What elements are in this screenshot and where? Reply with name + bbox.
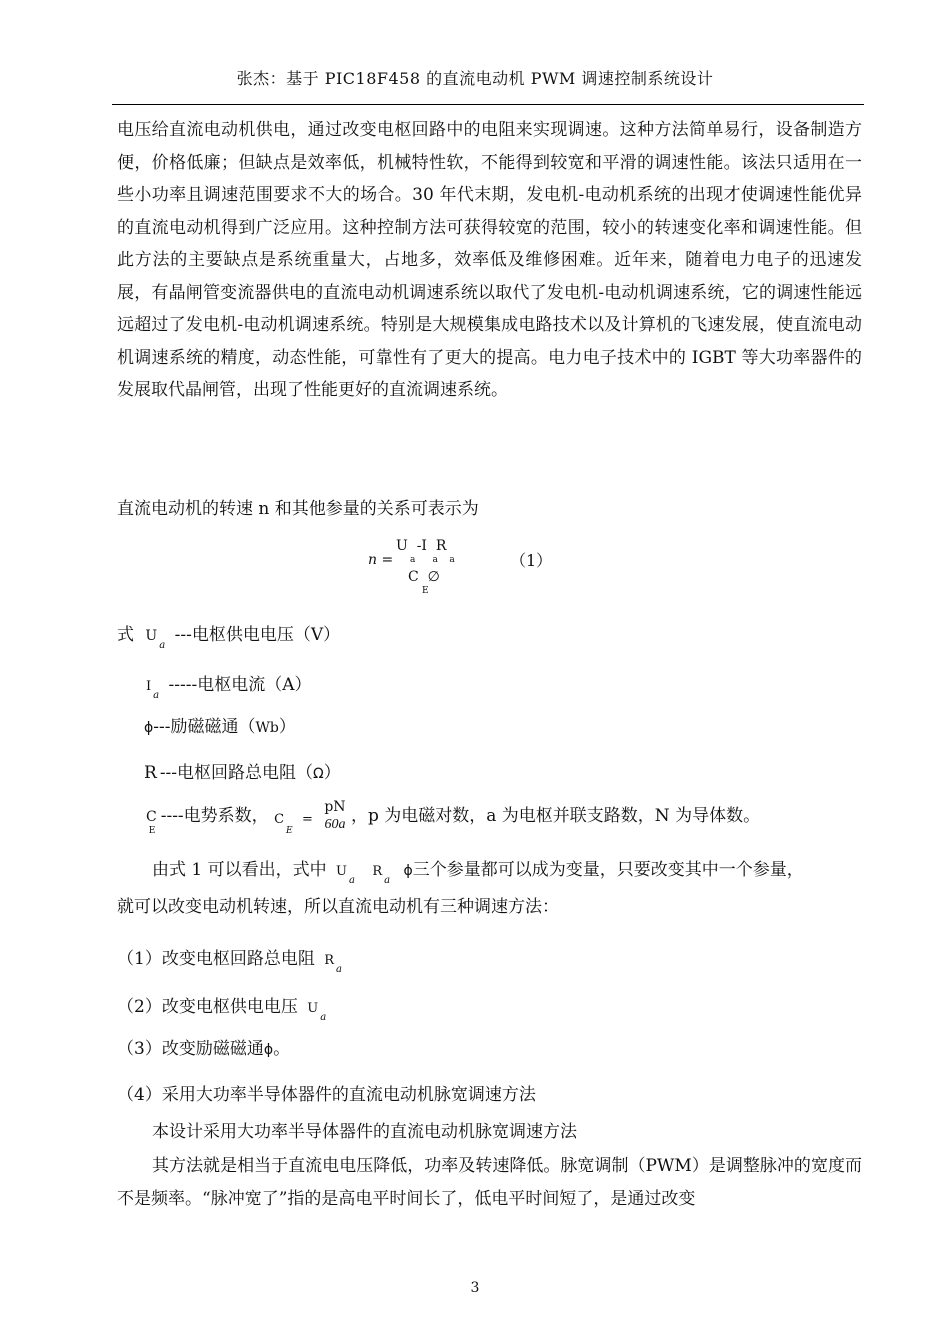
phi-unit: Wb <box>255 720 279 736</box>
ce-fraction <box>324 798 345 834</box>
paragraph-pwm: 其方法就是相当于直流电电压降低，功率及转速降低。脉宽调制（PWM）是调整脉冲的宽度而不是频率。“脉冲宽了”指的是高电平时间长了，低电平时间短了，是通过改变 <box>117 1156 862 1209</box>
definition-ce <box>146 792 760 836</box>
ce-subscript: E <box>148 825 156 836</box>
variables-intro: 由式 1 可以看出，式中 <box>152 860 327 880</box>
ua-symbol: U <box>145 628 158 644</box>
page-number: 3 <box>470 1280 480 1296</box>
method-4: （4）采用大功率半导体器件的直流电动机脉宽调速方法 <box>117 1085 536 1105</box>
method-1 <box>117 944 342 975</box>
running-header: 张杰：基于 PIC18F458 的直流电动机 PWM 调速控制系统设计 <box>236 69 714 88</box>
r-unit: Ω <box>313 766 324 782</box>
method-3-text: （3）改变励磁磁通 <box>117 1039 264 1059</box>
formula-denominator-subscript: E <box>422 586 429 596</box>
ce-equals: = <box>302 811 313 827</box>
ce-fraction-denominator: 60a <box>324 817 346 832</box>
design-statement: 本设计采用大功率半导体器件的直流电动机脉宽调速方法 <box>152 1122 577 1142</box>
ua-description: ---电枢供电电压（V） <box>174 625 341 645</box>
formula-lhs: n = <box>368 552 394 568</box>
formula-numerator-subscripts: a a a <box>410 555 455 565</box>
ce-tail: ，p 为电磁对数，a 为电枢并联支路数，N 为导体数。 <box>350 805 761 826</box>
definition-phi <box>144 712 296 737</box>
r-symbol: R <box>144 763 157 783</box>
variables-r: R <box>372 864 383 879</box>
paragraph-history: 电压给直流电动机供电，通过改变电枢回路中的电阻来实现调速。这种方法简单易行，设备制造方便，价格低廉；但缺点是效率低，机械特性软，不能得到较宽和平滑的调速性能。该法只适用在一些小功率且调速范围要求不大的场合。30 年代末期，发电机-电动机系统的出现才使调速性能优异的直流电动机得到广泛应用。这种控制方法可获得较宽的范围，较小的转速变化率和调速性能。但此方法的主要缺点是系统重量大，占地多，效率低及维修困难。近年来，随着电力电子的迅速发展，有晶闸管变流器供电的直流电动机调速系统以取代了发电机-电动机调速系统，它的调速性能远远超过了发电机-电动机调速系统。特别是大规模集成电路技术以及计算机的飞速发展，使直流电动机调速系统的精度，动态性能，可靠性有了更大的提高。电力电子技术中的 IGBT 等大功率器件的发展取代晶闸管，出现了性能更好的直流调速系统。 <box>117 120 862 400</box>
variables-tail: 三个参量都可以成为变量，只要改变其中一个参量， <box>412 860 804 880</box>
variables-phi: ϕ <box>403 863 413 879</box>
formula-numerator: U -I R <box>396 538 447 554</box>
method-1-text: （1）改变电枢回路总电阻 <box>117 949 315 969</box>
method-1-symbol: R <box>324 953 335 968</box>
method-2 <box>117 992 327 1023</box>
ce-description: ----电势系数， <box>160 805 269 826</box>
definition-r <box>144 758 341 783</box>
phi-description: ---励磁磁通（ <box>153 717 256 737</box>
formula-number: （1） <box>510 551 553 570</box>
variables-u: U <box>336 864 347 879</box>
variables-u-sub: a <box>349 875 355 886</box>
speed-formula <box>360 538 560 598</box>
phi-symbol: ϕ <box>144 720 154 736</box>
paragraph-variables-line2: 就可以改变电动机转速，所以直流电动机有三种调速方法： <box>117 897 559 917</box>
phi-close: ） <box>278 717 296 737</box>
method-3 <box>117 1034 290 1059</box>
method-3-symbol: ϕ <box>263 1042 274 1058</box>
formula-intro: 直流电动机的转速 n 和其他参量的关系可表示为 <box>117 499 479 519</box>
paragraph-variables-line1 <box>152 855 804 886</box>
ce-eq-subscript: E <box>286 825 293 836</box>
definition-ua <box>117 620 341 651</box>
method-2-subscript: a <box>320 1012 327 1023</box>
method-3-tail: 。 <box>273 1039 291 1059</box>
ia-symbol: I <box>146 679 152 694</box>
ua-subscript: a <box>159 640 166 651</box>
ia-subscript: a <box>153 690 160 701</box>
r-close: ） <box>323 763 341 783</box>
method-2-text: （2）改变电枢供电电压 <box>117 997 298 1017</box>
ce-fraction-numerator: pN <box>324 799 346 815</box>
variables-r-sub: a <box>384 875 391 886</box>
method-1-subscript: a <box>336 964 342 975</box>
ia-description: -----电枢电流（A） <box>168 675 312 695</box>
r-description: ---电枢回路总电阻（ <box>159 763 314 783</box>
ce-symbol: C <box>146 808 157 825</box>
definition-prefix: 式 <box>117 625 134 645</box>
definition-ia <box>146 670 312 701</box>
ce-eq-symbol: C <box>274 811 285 827</box>
header-divider <box>112 104 864 105</box>
method-2-symbol: U <box>307 1001 319 1016</box>
formula-denominator: C ∅ <box>408 569 440 585</box>
